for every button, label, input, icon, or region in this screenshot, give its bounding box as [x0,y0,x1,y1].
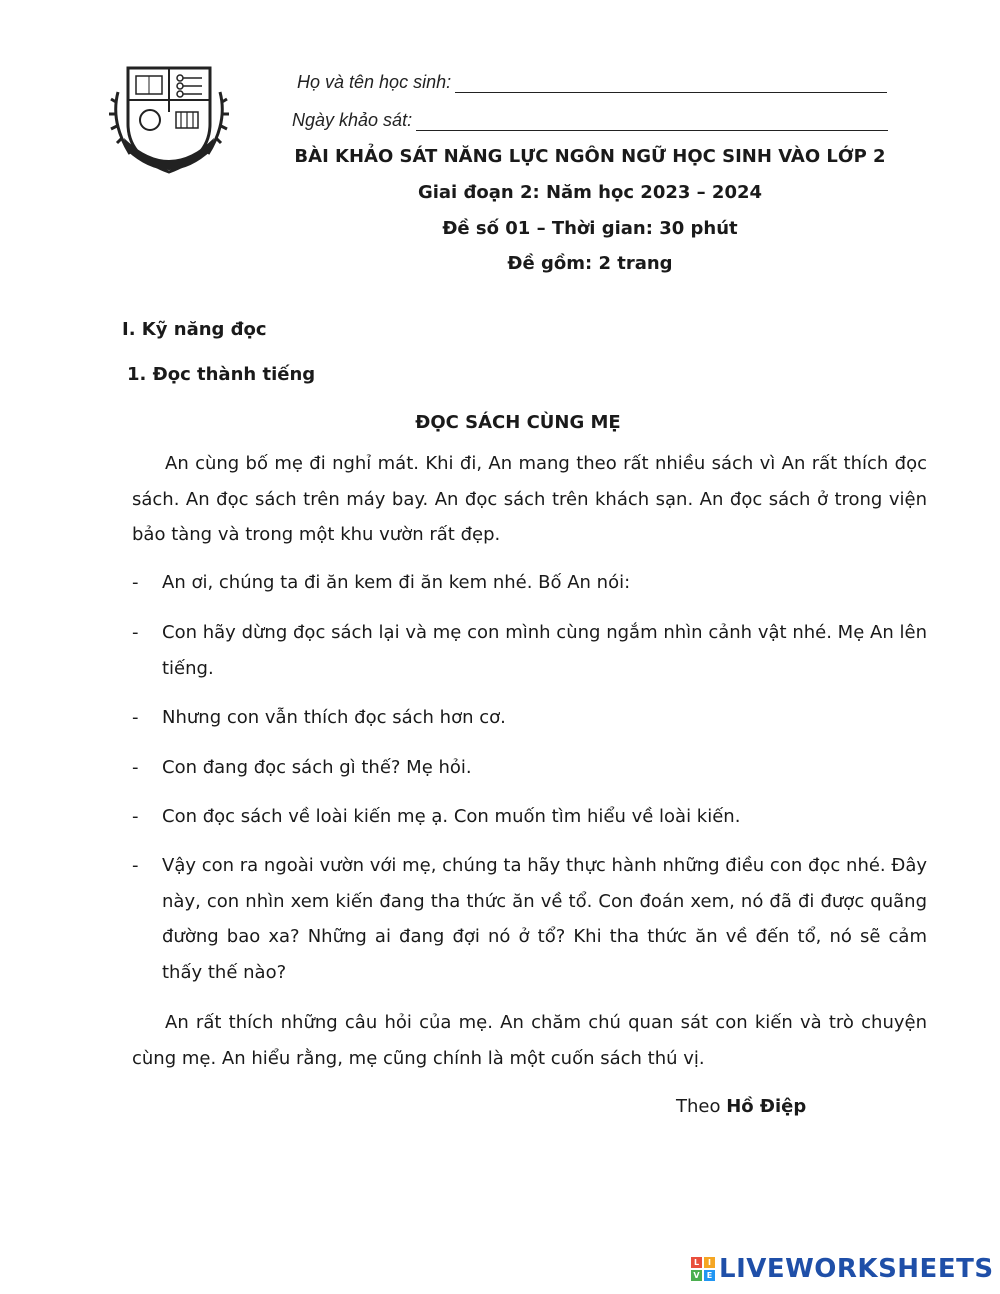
dialogue-text: Vậy con ra ngoài vườn với mẹ, chúng ta hãy thực hành những điều con đọc nhé. Đây này, con nhìn xem kiến đang tha thức ăn về tổ. Con đoán xem, nó đã đi được quãng đường bao xa? Những ai đang đợi nó ở tổ? Khi tha thức ăn về đến tổ, nó sẽ cảm thấy thế nào? [162,855,927,983]
school-crest-icon [108,62,230,178]
dialogue-dash: - [132,855,139,876]
dialogue-dash: - [132,757,139,778]
dialogue-line [132,750,927,786]
dialogue-dash: - [132,622,139,643]
liveworksheets-icon [691,1257,715,1281]
author-prefix: Theo [676,1096,721,1117]
exam-number-time: Đề số 01 – Thời gian: 30 phút [442,218,738,239]
school-crest-svg [108,62,230,178]
student-name-label: Họ và tên học sinh: [297,72,452,92]
exam-period: Giai đoạn 2: Năm học 2023 – 2024 [417,182,763,203]
author-name: Hồ Điệp [726,1096,807,1117]
dialogue-text: Con đọc sách về loài kiến mẹ ạ. Con muốn tìm hiểu về loài kiến. [162,806,741,827]
dialogue-dash: - [132,707,139,728]
wm-icon-letter: L [691,1257,702,1268]
wm-icon-letter: V [691,1270,702,1281]
dialogue-line [132,700,927,736]
dialogue-dash: - [132,572,139,593]
dialogue-line [132,615,927,686]
dialogue-text: Con đang đọc sách gì thế? Mẹ hỏi. [162,757,472,778]
exam-pages: Đề gồm: 2 trang [507,253,673,274]
dialogue-dash: - [132,806,139,827]
liveworksheets-watermark [691,1254,994,1284]
dialogue-line [132,799,927,835]
section-heading: I. Kỹ năng đọc [122,319,267,340]
liveworksheets-text: LIVEWORKSHEETS [719,1254,994,1284]
wm-icon-letter: I [704,1257,715,1268]
subsection-heading: 1. Đọc thành tiếng [127,364,316,385]
story-closing: An rất thích những câu hỏi của mẹ. An chăm chú quan sát con kiến và trò chuyện cùng mẹ. An hiểu rằng, mẹ cũng chính là một cuốn sách thú vị. [132,1012,927,1069]
dialogue-text: An ơi, chúng ta đi ăn kem đi ăn kem nhé. Bố An nói: [162,572,631,593]
dialogue-line [132,848,927,990]
story-intro: An cùng bố mẹ đi nghỉ mát. Khi đi, An mang theo rất nhiều sách vì An rất thích đọc sách. An đọc sách trên máy bay. An đọc sách trên khách sạn. An đọc sách ở trong viện bảo tàng và trong một khu vườn rất đẹp. [132,453,927,545]
exam-title: BÀI KHẢO SÁT NĂNG LỰC NGÔN NGỮ HỌC SINH VÀO LỚP 2 [294,146,886,167]
dialogue-text: Con hãy dừng đọc sách lại và mẹ con mình cùng ngắm nhìn cảnh vật nhé. Mẹ An lên tiếng. [162,622,927,679]
wm-icon-letter: E [704,1270,715,1281]
survey-date-label: Ngày khảo sát: [292,110,413,130]
story-title: ĐỌC SÁCH CÙNG MẸ [415,412,621,433]
student-name-blank[interactable] [455,72,887,93]
survey-date-blank[interactable] [416,110,888,131]
story-author [676,1096,806,1117]
student-name-field[interactable] [297,72,887,93]
survey-date-field[interactable] [292,110,888,131]
dialogue-text: Nhưng con vẫn thích đọc sách hơn cơ. [162,707,506,728]
dialogue-line [132,565,927,601]
